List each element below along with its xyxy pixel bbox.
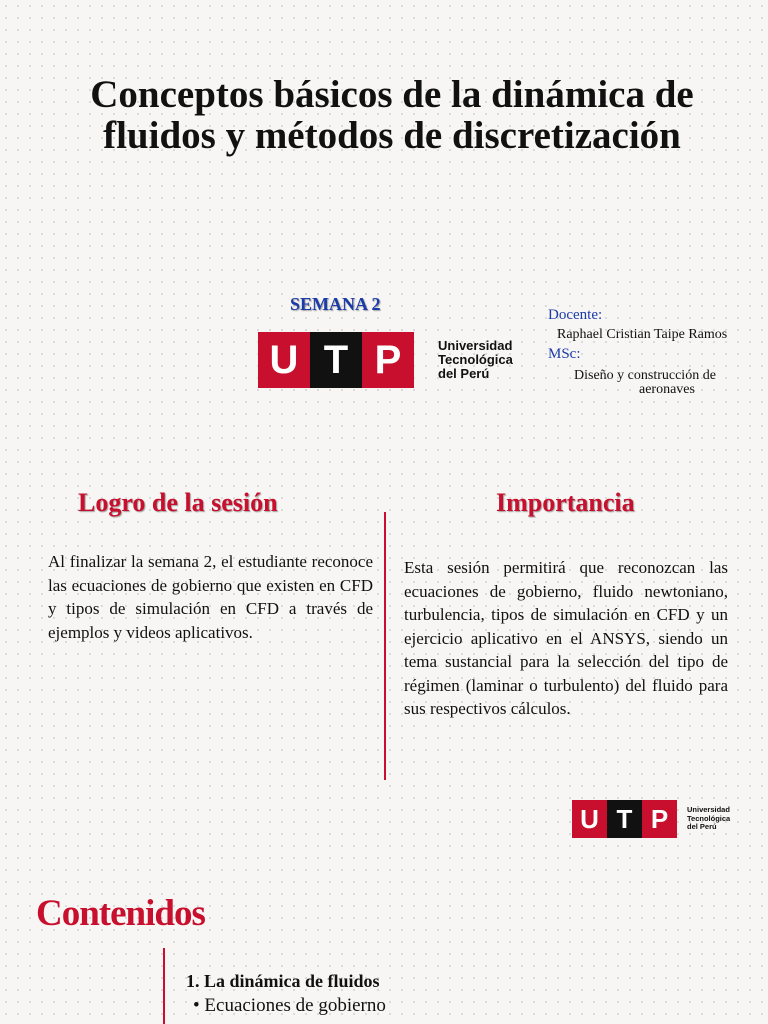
docente-label: Docente: — [548, 307, 603, 323]
logo-letter-p: P — [362, 332, 414, 388]
logo-university-name — [438, 339, 513, 381]
week-label: SEMANA 2 — [290, 294, 381, 314]
contents-heading: Contenidos — [36, 893, 205, 934]
contents-divider — [163, 948, 165, 1024]
logo-name-line: del Perú — [438, 366, 490, 381]
logo-letter-u: U — [258, 332, 310, 388]
logo-university-name — [687, 806, 730, 832]
slide-contents — [0, 860, 768, 1024]
slide-objectives — [0, 440, 768, 860]
slide-title — [0, 0, 768, 440]
logo-name-line: Universidad — [438, 338, 513, 353]
importancia-heading: Importancia — [496, 488, 635, 517]
column-divider — [384, 512, 386, 780]
utp-logo — [258, 332, 513, 388]
msc-label: MSc: — [548, 346, 581, 362]
logro-text: Al finalizar la semana 2, el estudiante reconoce las ecuaciones de gobierno que existen en CFD y tipos de simulación en CFD a través de ejemplos y videos aplicativos. — [48, 552, 373, 642]
utp-logo-small — [572, 800, 730, 838]
importancia-text: Esta sesión permitirá que reconozcan las ecuaciones de gobierno, fluido newtoniano, turbulencia, tipos de simulación en CFD y un ejercicio aplicativo en el ANSYS, siendo un tema sustancial para la selección del tipo de régimen (laminar o turbulento) del fluido para sus respectivos cálculos. — [404, 558, 728, 718]
logo-name-line: Universidad — [687, 805, 730, 815]
logo-letter-t: T — [607, 800, 642, 838]
msc-line-2: aeronaves — [639, 382, 695, 397]
contents-item-1: 1. La dinámica de fluidos — [186, 971, 380, 991]
main-title: Conceptos básicos de la dinámica de fluidos y métodos de discretización — [90, 73, 694, 157]
contents-bullet-1: • Ecuaciones de gobierno — [193, 995, 386, 1016]
logo-letter-u: U — [572, 800, 607, 838]
logo-name-line: Tecnológica — [438, 352, 513, 367]
logo-letter-p: P — [642, 800, 677, 838]
msc-line-1: Diseño y construcción de — [574, 368, 716, 383]
logro-heading: Logro de la sesión — [78, 488, 278, 517]
logo-letter-t: T — [310, 332, 362, 388]
logo-name-line: Tecnológica — [687, 813, 731, 823]
logo-name-line: del Perú — [687, 822, 717, 832]
docente-name: Raphael Cristian Taipe Ramos — [557, 327, 728, 342]
